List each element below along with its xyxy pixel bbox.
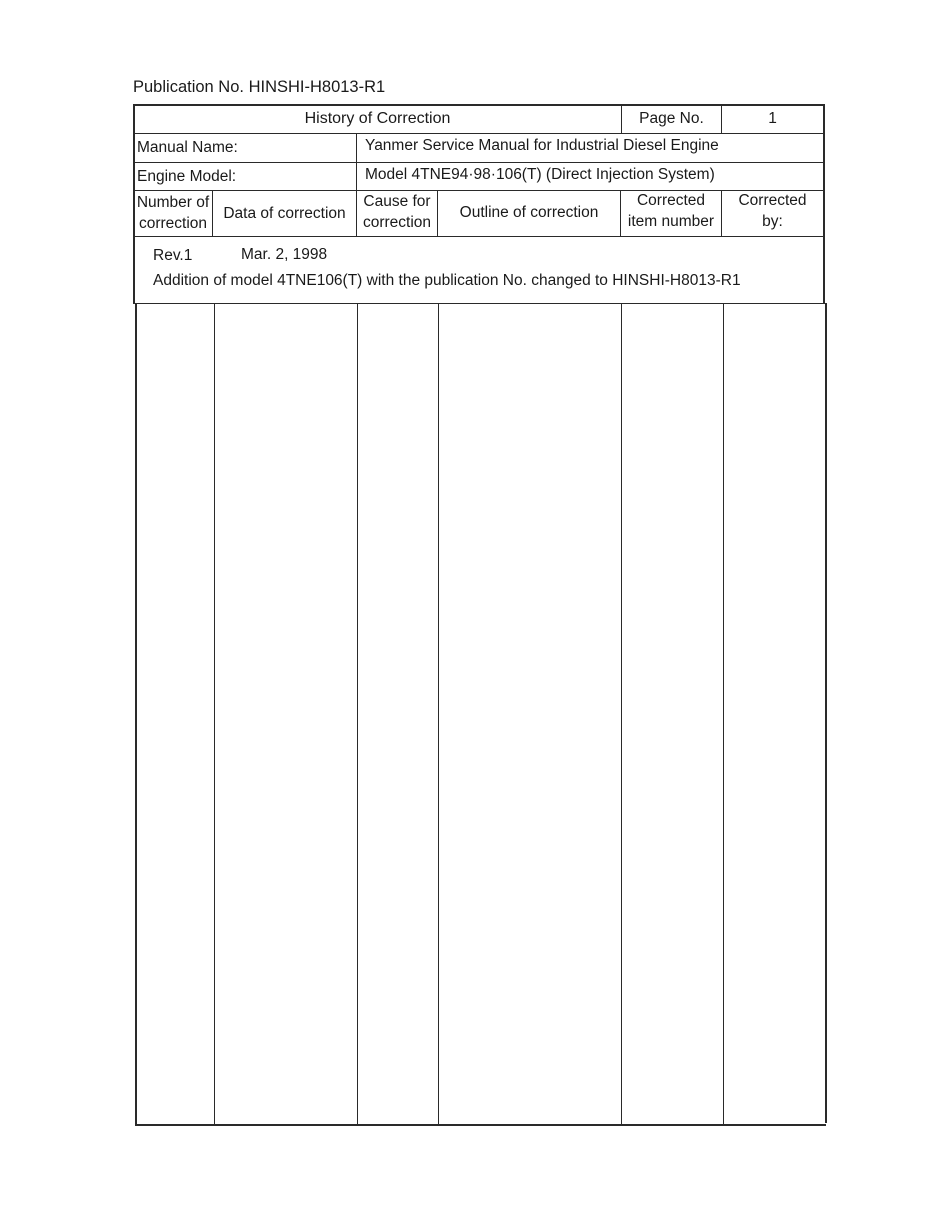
row-rule-1 (133, 133, 824, 134)
col-header-item-line2: item number (627, 213, 715, 230)
col-header-item-line1: Corrected (636, 192, 706, 209)
page-no-value: 1 (768, 110, 777, 127)
col-sep-body-3 (438, 303, 439, 1124)
row-rule-2 (133, 162, 824, 163)
col-header-date: Data of correction (223, 205, 346, 222)
col-header-outline: Outline of correction (459, 204, 599, 221)
col-header-by-line1: Corrected (738, 192, 807, 209)
col-header-by-line2: by: (762, 213, 783, 230)
table-right-border-upper (823, 104, 825, 304)
publication-number: Publication No. HINSHI-H8013-R1 (133, 78, 386, 96)
entry-description: Addition of model 4TNE106(T) with the publication No. changed to HINSHI-H8013-R1 (153, 272, 741, 289)
col-sep-body-5 (723, 303, 724, 1124)
table-left-border-lower (135, 303, 137, 1125)
table-bottom-border (135, 1124, 826, 1126)
col-header-cause-line2: correction (362, 214, 432, 231)
entry-revision: Rev.1 (153, 247, 193, 264)
col-header-cause-line1: Cause for (363, 193, 431, 210)
manual-name-label: Manual Name: (137, 139, 238, 156)
row-rule-5 (133, 303, 824, 304)
engine-model-value: Model 4TNE94·98·106(T) (Direct Injection System) (365, 166, 715, 183)
entry-date: Mar. 2, 1998 (241, 246, 328, 263)
history-title: History of Correction (304, 110, 451, 127)
table-right-border-lower (825, 303, 827, 1123)
manual-name-value: Yanmer Service Manual for Industrial Diesel Engine (365, 137, 719, 154)
col-sep-body-4 (621, 303, 622, 1124)
info-separator (356, 133, 357, 190)
col-sep-body-2 (357, 303, 358, 1124)
engine-model-label: Engine Model: (137, 168, 237, 185)
row-rule-4 (133, 236, 824, 237)
col-header-number-line2: correction (138, 215, 208, 232)
page-no-label: Page No. (639, 110, 704, 127)
col-sep-body-1 (214, 303, 215, 1124)
col-header-number-line1: Number of (136, 194, 210, 211)
